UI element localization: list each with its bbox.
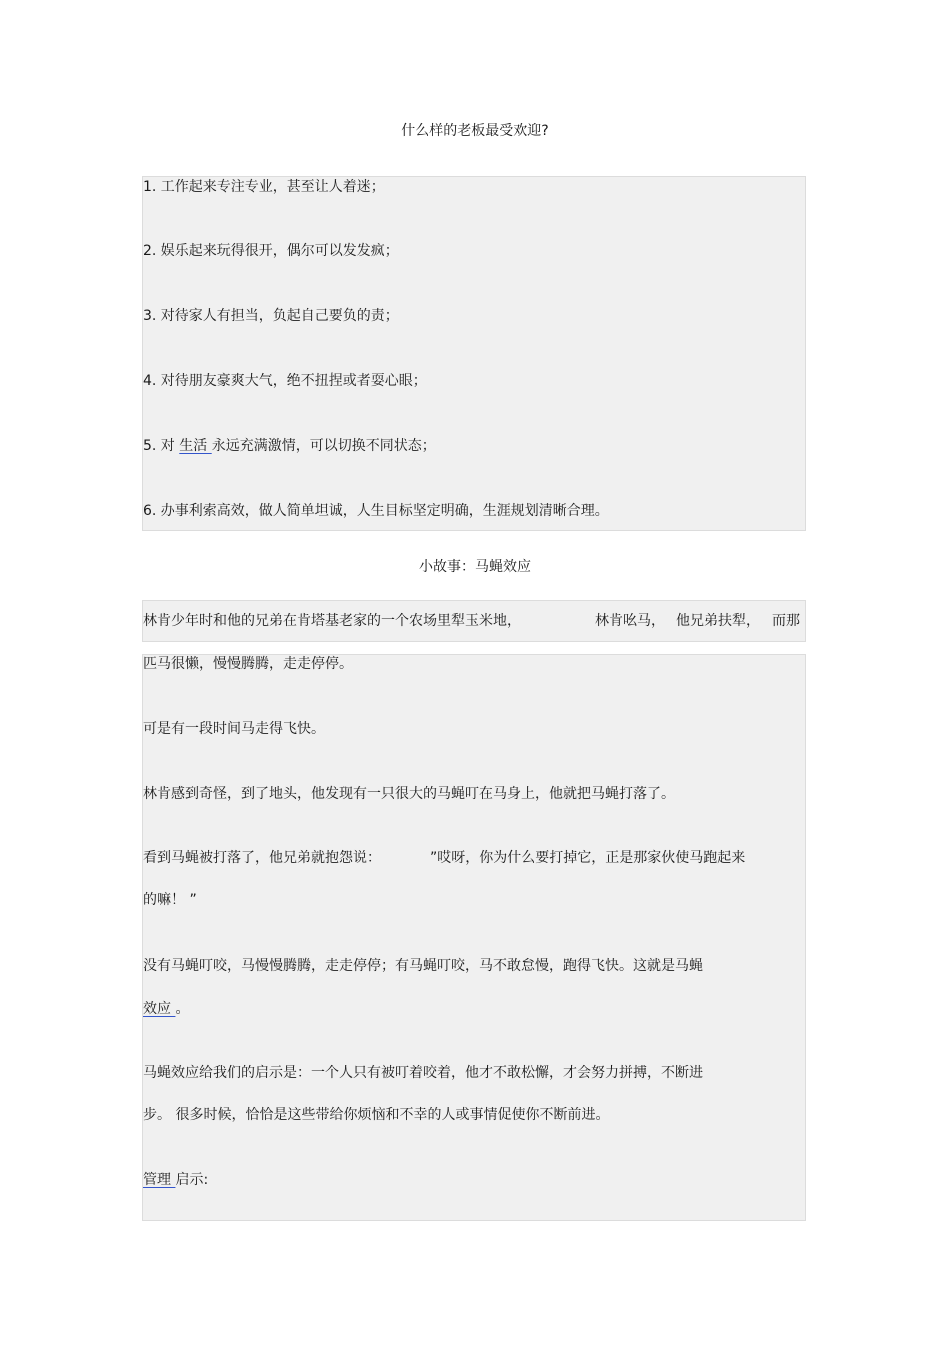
list-item-4: 4. 对待朋友豪爽大气，绝不扭捏或者耍心眼；	[143, 373, 427, 389]
story-intro-d: 而那	[772, 613, 800, 629]
life-link[interactable]: 生活	[179, 438, 212, 454]
story-body-box	[142, 654, 806, 1221]
story-title: 小故事：马蝇效应	[419, 559, 531, 575]
story-paragraph-4a: 看到马蝇被打落了，他兄弟就抱怨说：	[143, 850, 381, 866]
list-item-2: 2. 娱乐起来玩得很开，偶尔可以发发疯；	[143, 243, 399, 259]
list-item-5	[143, 437, 436, 455]
story-paragraph-2: 可是有一段时间马走得飞快。	[143, 721, 325, 737]
story-paragraph-3: 林肯感到奇怪，到了地头，他发现有一只很大的马蝇叮在马身上，他就把马蝇打落了。	[143, 786, 675, 802]
story-paragraph-7	[143, 1171, 208, 1189]
list-item-1: 1. 工作起来专注专业，甚至让人着迷；	[143, 179, 385, 195]
story-paragraph-5b	[143, 1000, 189, 1018]
story-paragraph-5b-tail: 。	[175, 1001, 190, 1017]
story-intro-c: 他兄弟扶犁，	[676, 613, 760, 629]
story-paragraph-4b: ”哎呀，你为什么要打掉它，正是那家伙使马跑起来	[430, 850, 746, 866]
story-paragraph-4c: 的嘛！ ”	[143, 892, 197, 908]
story-paragraph-5a: 没有马蝇叮咬，马慢慢腾腾，走走停停；有马蝇叮咬，马不敢怠慢，跑得飞快。这就是马蝇	[143, 958, 703, 974]
page-title: 什么样的老板最受欢迎?	[401, 123, 549, 139]
list-item-3: 3. 对待家人有担当，负起自己要负的责；	[143, 308, 399, 324]
list-box	[142, 176, 806, 531]
management-link[interactable]: 管理	[143, 1172, 176, 1188]
story-paragraph-6a: 马蝇效应给我们的启示是：一个人只有被叮着咬着，他才不敢松懈，才会努力拼搏，不断进	[143, 1065, 703, 1081]
list-item-5-suffix: 永远充满激情，可以切换不同状态；	[211, 438, 436, 454]
story-intro-b: 林肯吆马，	[595, 613, 665, 629]
story-intro-a: 林肯少年时和他的兄弟在肯塔基老家的一个农场里犁玉米地，	[143, 613, 521, 629]
effect-link[interactable]: 效应	[143, 1001, 176, 1017]
list-item-5-prefix: 5. 对	[143, 438, 180, 454]
story-paragraph-1: 匹马很懒，慢慢腾腾，走走停停。	[143, 656, 353, 672]
story-paragraph-6b: 步。 很多时候，恰恰是这些带给你烦恼和不幸的人或事情促使你不断前进。	[143, 1107, 610, 1123]
story-paragraph-7-tail: 启示:	[175, 1172, 209, 1188]
list-item-6: 6. 办事利索高效，做人简单坦诚，人生目标坚定明确，生涯规划清晰合理。	[143, 503, 609, 519]
